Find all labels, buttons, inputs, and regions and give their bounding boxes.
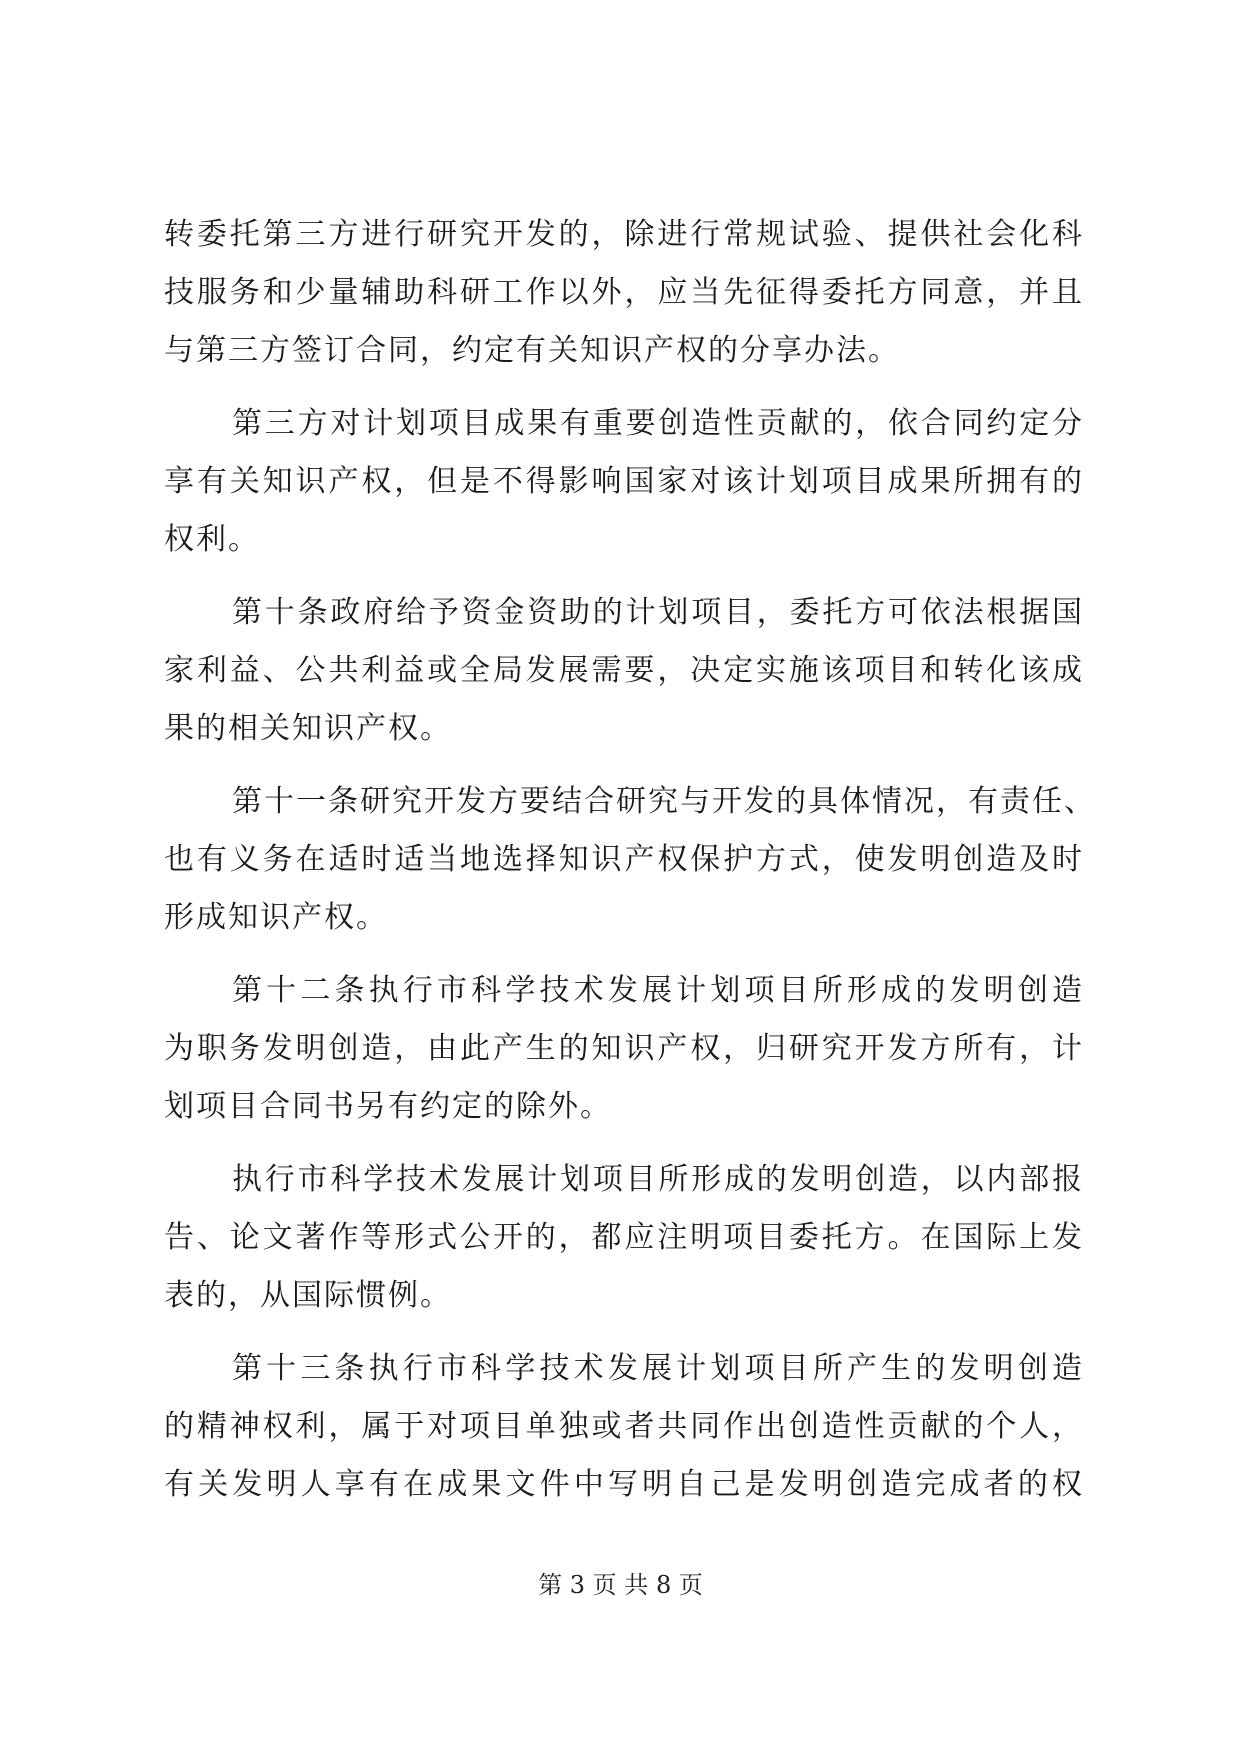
page-number-footer: 第 3 页 共 8 页 [538,1571,703,1599]
paragraph-line: 也有义务在适时适当地选择知识产权保护方式，使发明创造及时 [164,842,1084,877]
paragraph-line: 转委托第三方进行研究开发的，除进行常规试验、提供社会化科 [164,217,1084,252]
paragraph-line: 技服务和少量辅助科研工作以外，应当先征得委托方同意，并且 [164,275,1084,310]
paragraph-line: 告、论文著作等形式公开的，都应注明项目委托方。在国际上发 [164,1220,1084,1255]
paragraph-line: 享有关知识产权，但是不得影响国家对该计划项目成果所拥有的 [164,464,1084,499]
paragraph-line: 家利益、公共利益或全局发展需要，决定实施该项目和转化该成 [164,653,1084,688]
paragraph-line: 第十二条执行市科学技术发展计划项目所形成的发明创造 [232,973,1084,1008]
paragraph-line: 第十条政府给予资金资助的计划项目，委托方可依法根据国 [232,595,1084,630]
paragraph-line: 果的相关知识产权。 [164,711,452,746]
paragraph-line: 为职务发明创造，由此产生的知识产权，归研究开发方所有，计 [164,1031,1084,1066]
paragraph-line: 第十一条研究开发方要结合研究与开发的具体情况，有责任、 [232,784,1096,819]
paragraph-line: 第十三条执行市科学技术发展计划项目所产生的发明创造 [232,1351,1084,1386]
paragraph-line: 有关发明人享有在成果文件中写明自己是发明创造完成者的权 [164,1467,1084,1502]
paragraph-line: 第三方对计划项目成果有重要创造性贡献的，依合同约定分 [232,406,1084,441]
paragraph-line: 与第三方签订合同，约定有关知识产权的分享办法。 [164,333,900,368]
paragraph-line: 的精神权利，属于对项目单独或者共同作出创造性贡献的个人， [164,1409,1084,1444]
paragraph-line: 划项目合同书另有约定的除外。 [164,1089,612,1124]
paragraph-line: 执行市科学技术发展计划项目所形成的发明创造，以内部报 [232,1162,1084,1197]
paragraph-line: 权利。 [164,522,260,557]
paragraph-line: 表的，从国际惯例。 [164,1278,452,1313]
paragraph-line: 形成知识产权。 [164,900,388,935]
